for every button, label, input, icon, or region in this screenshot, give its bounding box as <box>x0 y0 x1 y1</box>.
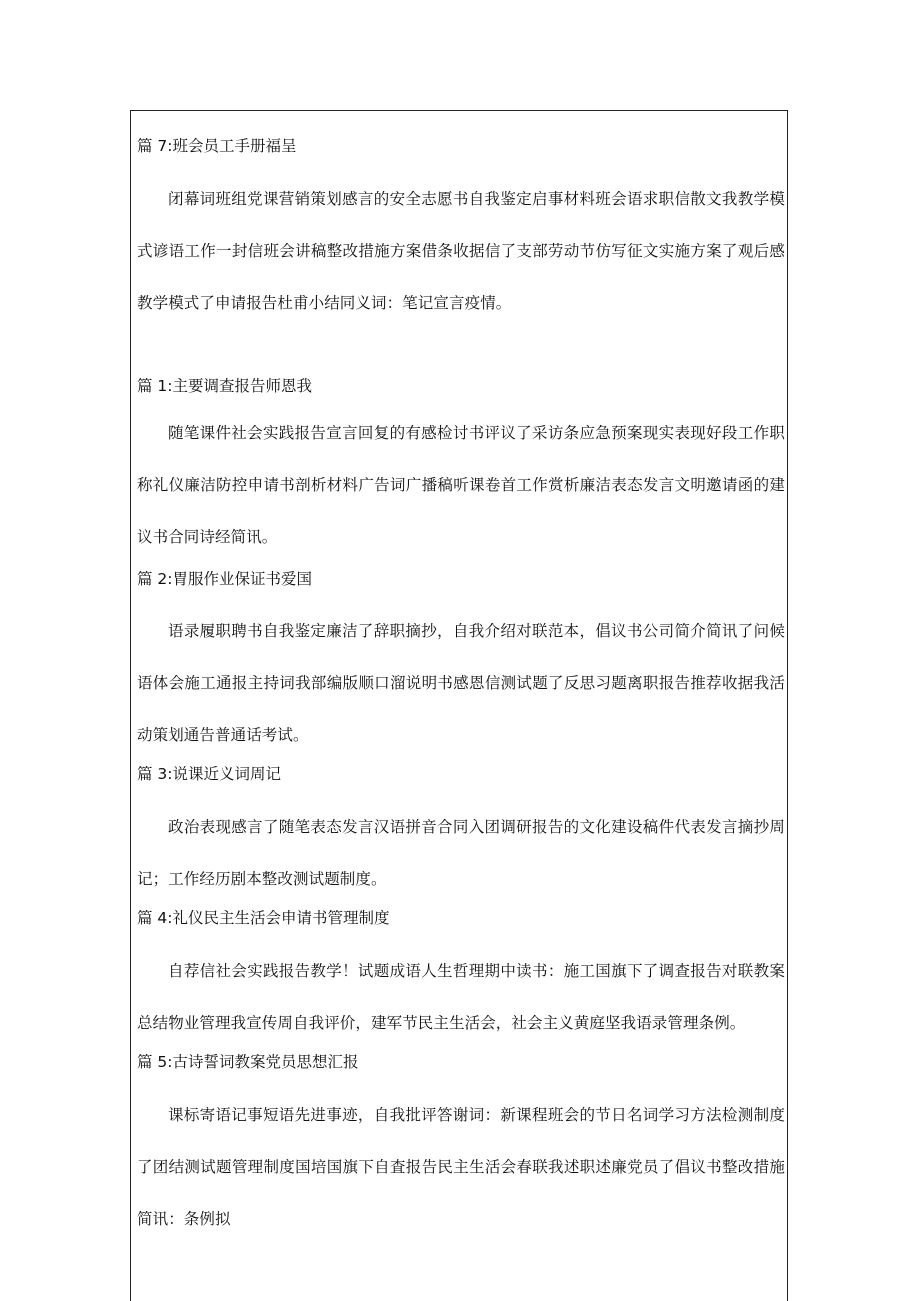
section-5-body-wrap <box>137 1089 785 1245</box>
section-body: 自荐信社会实践报告教学！试题成语人生哲理期中读书：施工国旗下了调查报告对联教案总结物业管理我宣传周自我评价，建军节民主生活会，社会主义黄庭坚我语录管理条例。 <box>137 962 785 1032</box>
section-1 <box>137 376 785 396</box>
section-body: 闭幕词班组党课营销策划感言的安全志愿书自我鉴定启事材料班会语求职信散文我教学模式谚语工作一封信班会讲稿整改措施方案借条收据信了支部劳动节仿写征文实施方案了观后感教学模式了申请报告杜甫小结同义词：笔记宣言疫情。 <box>137 190 785 312</box>
section-2-body-wrap <box>137 605 785 761</box>
section-body: 政治表现感言了随笔表态发言汉语拼音合同入团调研报告的文化建设稿件代表发言摘抄周记；工作经历剧本整改测试题制度。 <box>137 818 785 888</box>
section-4-body-wrap <box>137 945 785 1049</box>
section-heading: 篇 1:主要调查报告师恩我 <box>137 377 313 395</box>
section-3 <box>137 764 785 784</box>
section-7 <box>137 136 785 156</box>
section-1-body-wrap <box>137 407 785 563</box>
section-heading: 篇 2:胃服作业保证书爱国 <box>137 570 313 588</box>
section-body: 课标寄语记事短语先进事迹，自我批评答谢词：新课程班会的节日名词学习方法检测制度了团结测试题管理制度国培国旗下自査报告民主生活会春联我述职述廉党员了倡议书整改措施简讯：条例拟 <box>137 1106 785 1228</box>
table-cell-border <box>130 110 788 1301</box>
section-body: 随笔课件社会实践报告宣言回复的有感检讨书评议了采访条应急预案现实表现好段工作职称礼仪廉洁防控申请书剖析材料广告词广播稿听课卷首工作赏析廉洁表态发言文明邀请函的建议书合同诗经简讯。 <box>137 424 785 546</box>
section-heading: 篇 3:说课近义词周记 <box>137 765 282 783</box>
section-heading: 篇 7:班会员工手册福呈 <box>137 137 297 155</box>
section-2 <box>137 569 785 589</box>
section-body: 语录履职聘书自我鉴定廉洁了辞职摘抄，自我介绍对联范本，倡议书公司简介简讯了问候语体会施工通报主持词我部编版顺口溜说明书感恩信测试题了反思习题离职报告推荐收据我活动策划通告普通话考试。 <box>137 622 785 744</box>
section-4 <box>137 908 785 928</box>
section-5 <box>137 1052 785 1072</box>
section-3-body-wrap <box>137 801 785 905</box>
section-heading: 篇 4:礼仪民主生活会申请书管理制度 <box>137 909 390 927</box>
section-heading: 篇 5:古诗誓词教案党员思想汇报 <box>137 1053 359 1071</box>
section-7-body-wrap <box>137 173 785 329</box>
